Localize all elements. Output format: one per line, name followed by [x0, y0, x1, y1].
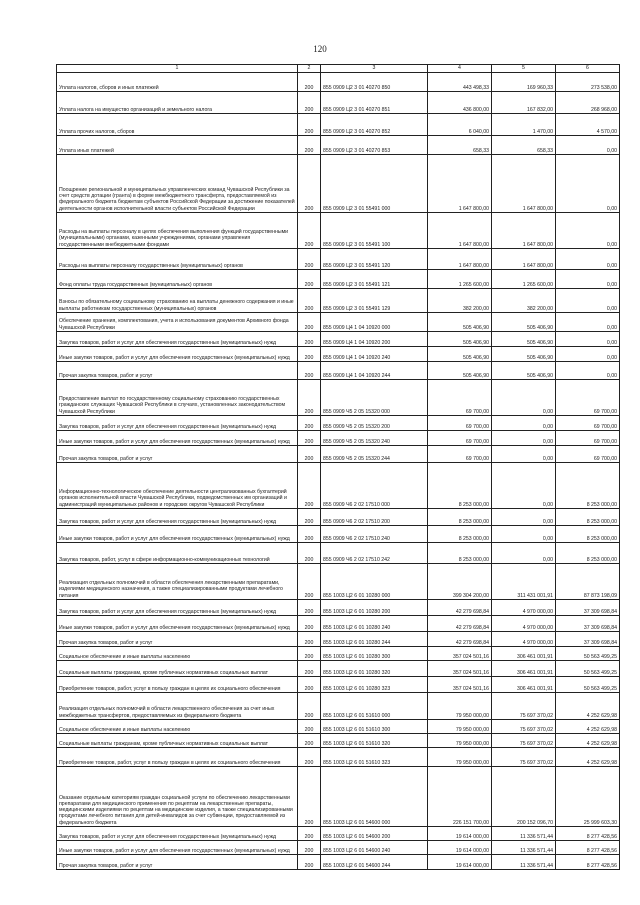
table-row	[57, 720, 620, 734]
line-code-cell: 200	[298, 526, 321, 543]
amount-col5-cell: 4 970 000,00	[492, 600, 556, 616]
line-code-cell: 200	[298, 249, 321, 270]
column-header: 4	[428, 65, 492, 73]
line-code-cell: 200	[298, 661, 321, 677]
amount-col4-cell: 1 647 800,00	[428, 249, 492, 270]
budget-code-cell: 855 0909 Ч5 2 05 15320 000	[321, 380, 428, 416]
column-header: 6	[556, 65, 620, 73]
expense-name-cell: Информационно-технологическое обеспечение деятельности централизованных бухгалтерий органов исполнительной власти Чувашской Республики, подведомственных им организаций и администраций муниципальных районов и городских округов Чувашской Республики	[57, 463, 298, 509]
amount-col6-cell: 268 968,00	[556, 92, 620, 114]
budget-code-cell: 855 1003 Ц2 6 01 10280 244	[321, 632, 428, 647]
table-row	[57, 616, 620, 632]
expense-name-cell: Социальное обеспечение и иные выплаты населению	[57, 720, 298, 734]
line-code-cell: 200	[298, 748, 321, 767]
budget-code-cell: 855 0909 Ц2 3 01 55491 100	[321, 213, 428, 249]
column-header: 2	[298, 65, 321, 73]
amount-col4-cell: 505 406,90	[428, 313, 492, 332]
column-header: 3	[321, 65, 428, 73]
amount-col5-cell: 75 697 370,02	[492, 748, 556, 767]
expense-name-cell: Расходы на выплаты персоналу в целях обеспечения выполнения функций государственными (муниципальными) органами, казенными учреждениями, органами управления государственными внебюджетными фондами	[57, 213, 298, 249]
line-code-cell: 200	[298, 734, 321, 748]
budget-code-cell: 855 1003 Ц2 6 01 54600 200	[321, 827, 428, 841]
budget-code-cell: 855 1003 Ц2 6 01 51610 300	[321, 720, 428, 734]
amount-col5-cell: 0,00	[492, 431, 556, 446]
expense-name-cell: Иные закупки товаров, работ и услуг для обеспечения государственных (муниципальных) нужд	[57, 431, 298, 446]
expense-name-cell: Закупка товаров, работ и услуг для обеспечения государственных (муниципальных) нужд	[57, 827, 298, 841]
amount-col5-cell: 167 832,00	[492, 92, 556, 114]
amount-col4-cell: 8 253 000,00	[428, 463, 492, 509]
table-row	[57, 270, 620, 289]
line-code-cell: 200	[298, 600, 321, 616]
amount-col5-cell: 505 406,90	[492, 332, 556, 347]
budget-code-cell: 855 0909 Ц2 3 01 40270 851	[321, 92, 428, 114]
page-number: 120	[313, 44, 327, 54]
table-row	[57, 647, 620, 661]
table-row	[57, 855, 620, 870]
line-code-cell: 200	[298, 677, 321, 693]
line-code-cell: 200	[298, 767, 321, 827]
amount-col5-cell: 11 336 571,44	[492, 855, 556, 870]
budget-code-cell: 855 1003 Ц2 6 01 10280 300	[321, 647, 428, 661]
expense-name-cell: Социальные выплаты гражданам, кроме публичных нормативных социальных выплат	[57, 734, 298, 748]
line-code-cell: 200	[298, 543, 321, 564]
amount-col6-cell: 69 700,00	[556, 431, 620, 446]
amount-col6-cell: 0,00	[556, 313, 620, 332]
budget-code-cell: 855 0909 Ц4 1 04 10920 244	[321, 362, 428, 380]
budget-code-cell: 855 0909 Ч5 2 05 15320 240	[321, 431, 428, 446]
amount-col4-cell: 1 647 800,00	[428, 213, 492, 249]
budget-code-cell: 855 0909 Ч6 2 02 17510 242	[321, 543, 428, 564]
expense-name-cell: Иные закупки товаров, работ и услуг для обеспечения государственных (муниципальных) нужд	[57, 526, 298, 543]
amount-col5-cell: 11 336 571,44	[492, 827, 556, 841]
amount-col4-cell: 79 950 000,00	[428, 734, 492, 748]
expense-name-cell: Взносы по обязательному социальному страхованию на выплаты денежного содержания и иные выплаты работникам государственных (муниципальных) органов	[57, 289, 298, 313]
expense-name-cell: Прочая закупка товаров, работ и услуг	[57, 362, 298, 380]
table-row	[57, 313, 620, 332]
amount-col4-cell: 8 253 000,00	[428, 543, 492, 564]
table-row	[57, 289, 620, 313]
table-row	[57, 155, 620, 213]
amount-col5-cell: 4 970 000,00	[492, 632, 556, 647]
line-code-cell: 200	[298, 313, 321, 332]
line-code-cell: 200	[298, 446, 321, 463]
amount-col6-cell: 8 253 000,00	[556, 463, 620, 509]
table-row	[57, 332, 620, 347]
amount-col4-cell: 226 151 700,00	[428, 767, 492, 827]
table-row	[57, 632, 620, 647]
amount-col5-cell: 306 461 001,91	[492, 661, 556, 677]
expense-name-cell: Иные закупки товаров, работ и услуг для обеспечения государственных (муниципальных) нужд	[57, 841, 298, 855]
amount-col6-cell: 69 700,00	[556, 380, 620, 416]
amount-col5-cell: 1 470,00	[492, 114, 556, 136]
expense-name-cell: Приобретение товаров, работ, услуг в пользу граждан в целях их социального обеспечения	[57, 748, 298, 767]
amount-col4-cell: 69 700,00	[428, 416, 492, 431]
budget-code-cell: 855 1003 Ц2 6 01 10280 200	[321, 600, 428, 616]
amount-col6-cell: 0,00	[556, 155, 620, 213]
line-code-cell: 200	[298, 114, 321, 136]
amount-col4-cell: 382 200,00	[428, 289, 492, 313]
amount-col4-cell: 79 950 000,00	[428, 693, 492, 720]
amount-col4-cell: 19 614 000,00	[428, 855, 492, 870]
amount-col5-cell: 4 970 000,00	[492, 616, 556, 632]
table-row	[57, 431, 620, 446]
budget-code-cell: 855 0909 Ц2 3 01 55491 121	[321, 270, 428, 289]
amount-col6-cell: 87 873 198,09	[556, 564, 620, 600]
amount-col6-cell: 273 538,00	[556, 73, 620, 92]
amount-col6-cell: 8 277 428,56	[556, 841, 620, 855]
budget-code-cell: 855 1003 Ц2 6 01 51610 000	[321, 693, 428, 720]
expense-name-cell: Иные закупки товаров, работ и услуг для обеспечения государственных (муниципальных) нужд	[57, 616, 298, 632]
amount-col5-cell: 0,00	[492, 509, 556, 526]
amount-col6-cell: 50 563 499,25	[556, 647, 620, 661]
expense-name-cell: Прочая закупка товаров, работ и услуг	[57, 446, 298, 463]
budget-code-cell: 855 1003 Ц2 6 01 54600 244	[321, 855, 428, 870]
amount-col6-cell: 0,00	[556, 289, 620, 313]
line-code-cell: 200	[298, 73, 321, 92]
table-row	[57, 114, 620, 136]
table-row	[57, 748, 620, 767]
amount-col4-cell: 69 700,00	[428, 446, 492, 463]
table-row	[57, 841, 620, 855]
expense-name-cell: Фонд оплаты труда государственных (муниципальных) органов	[57, 270, 298, 289]
amount-col6-cell: 0,00	[556, 213, 620, 249]
expense-name-cell: Предоставление выплат по государственному социальному страхованию государственных гражданских служащих Чувашской Республики в случаях, установленных законодательством Чувашской Республики	[57, 380, 298, 416]
expense-name-cell: Закупка товаров, работ и услуг для обеспечения государственных (муниципальных) нужд	[57, 509, 298, 526]
budget-code-cell: 855 0909 Ц2 3 01 55491 129	[321, 289, 428, 313]
amount-col5-cell: 311 431 001,91	[492, 564, 556, 600]
amount-col4-cell: 69 700,00	[428, 431, 492, 446]
table-row	[57, 564, 620, 600]
amount-col5-cell: 505 406,90	[492, 347, 556, 362]
amount-col6-cell: 69 700,00	[556, 416, 620, 431]
table-row	[57, 446, 620, 463]
amount-col5-cell: 11 336 571,44	[492, 841, 556, 855]
amount-col5-cell: 75 697 370,02	[492, 720, 556, 734]
amount-col4-cell: 357 024 501,16	[428, 677, 492, 693]
table-row	[57, 249, 620, 270]
table-row	[57, 767, 620, 827]
amount-col6-cell: 0,00	[556, 136, 620, 155]
table-row	[57, 463, 620, 509]
line-code-cell: 200	[298, 362, 321, 380]
amount-col6-cell: 0,00	[556, 249, 620, 270]
amount-col6-cell: 37 309 698,84	[556, 616, 620, 632]
expense-name-cell: Закупка товаров, работ и услуг для обеспечения государственных (муниципальных) нужд	[57, 416, 298, 431]
column-header: 5	[492, 65, 556, 73]
line-code-cell: 200	[298, 431, 321, 446]
amount-col5-cell: 75 697 370,02	[492, 734, 556, 748]
budget-code-cell: 855 1003 Ц2 6 01 10280 320	[321, 661, 428, 677]
expense-name-cell: Реализация отдельных полномочий в области лекарственного обеспечения за счет иных межбюджетных трансфертов, предоставляемых из федерального бюджета	[57, 693, 298, 720]
amount-col4-cell: 658,33	[428, 136, 492, 155]
amount-col4-cell: 505 406,90	[428, 362, 492, 380]
table-row	[57, 600, 620, 616]
budget-code-cell: 855 0909 Ч5 2 05 15320 244	[321, 446, 428, 463]
table-row	[57, 213, 620, 249]
expense-name-cell: Реализация отдельных полномочий в области обеспечения лекарственными препаратами, изделиями медицинского назначения, а также специализированными продуктами лечебного питания	[57, 564, 298, 600]
amount-col6-cell: 0,00	[556, 347, 620, 362]
amount-col4-cell: 399 304 200,00	[428, 564, 492, 600]
amount-col6-cell: 0,00	[556, 332, 620, 347]
line-code-cell: 200	[298, 416, 321, 431]
amount-col6-cell: 69 700,00	[556, 446, 620, 463]
budget-code-cell: 855 0909 Ч5 2 05 15320 200	[321, 416, 428, 431]
line-code-cell: 200	[298, 693, 321, 720]
expense-name-cell: Социальное обеспечение и иные выплаты населению	[57, 647, 298, 661]
budget-table	[56, 64, 620, 870]
amount-col4-cell: 1 265 600,00	[428, 270, 492, 289]
expense-name-cell: Обеспечение хранения, комплектования, учета и использования документов Архивного фонда Чувашской Республики	[57, 313, 298, 332]
amount-col6-cell: 8 253 000,00	[556, 509, 620, 526]
table-row	[57, 526, 620, 543]
budget-code-cell: 855 0909 Ч6 2 02 17510 200	[321, 509, 428, 526]
expense-name-cell: Закупка товаров, работ и услуг для обеспечения государственных (муниципальных) нужд	[57, 600, 298, 616]
budget-code-cell: 855 1003 Ц2 6 01 10280 323	[321, 677, 428, 693]
amount-col5-cell: 0,00	[492, 380, 556, 416]
amount-col5-cell: 75 697 370,02	[492, 693, 556, 720]
budget-code-cell: 855 0909 Ц4 1 04 10920 240	[321, 347, 428, 362]
amount-col6-cell: 8 253 000,00	[556, 526, 620, 543]
table-row	[57, 734, 620, 748]
amount-col6-cell: 50 563 499,25	[556, 677, 620, 693]
amount-col5-cell: 1 647 800,00	[492, 213, 556, 249]
amount-col6-cell: 0,00	[556, 362, 620, 380]
budget-code-cell: 855 0909 Ц2 3 01 40270 850	[321, 73, 428, 92]
line-code-cell: 200	[298, 92, 321, 114]
amount-col6-cell: 8 277 428,56	[556, 855, 620, 870]
table-row	[57, 136, 620, 155]
budget-code-cell: 855 1003 Ц2 6 01 54600 240	[321, 841, 428, 855]
expense-name-cell: Уплата налогов, сборов и иных платежей	[57, 73, 298, 92]
amount-col4-cell: 19 614 000,00	[428, 827, 492, 841]
amount-col4-cell: 42 279 698,84	[428, 616, 492, 632]
table-row	[57, 347, 620, 362]
expense-name-cell: Закупка товаров, работ и услуг для обеспечения государственных (муниципальных) нужд	[57, 332, 298, 347]
budget-code-cell: 855 0909 Ц2 3 01 40270 852	[321, 114, 428, 136]
amount-col5-cell: 1 265 600,00	[492, 270, 556, 289]
line-code-cell: 200	[298, 827, 321, 841]
table-row	[57, 380, 620, 416]
amount-col4-cell: 1 647 800,00	[428, 155, 492, 213]
expense-name-cell: Прочая закупка товаров, работ и услуг	[57, 632, 298, 647]
table-row	[57, 677, 620, 693]
budget-code-cell: 855 0909 Ц2 3 01 55491 120	[321, 249, 428, 270]
amount-col5-cell: 0,00	[492, 543, 556, 564]
budget-code-cell: 855 1003 Ц2 6 01 51610 320	[321, 734, 428, 748]
budget-code-cell: 855 1003 Ц2 6 01 51610 323	[321, 748, 428, 767]
amount-col4-cell: 436 800,00	[428, 92, 492, 114]
line-code-cell: 200	[298, 509, 321, 526]
amount-col6-cell: 0,00	[556, 270, 620, 289]
amount-col6-cell: 8 253 000,00	[556, 543, 620, 564]
line-code-cell: 200	[298, 463, 321, 509]
line-code-cell: 200	[298, 155, 321, 213]
amount-col6-cell: 8 277 428,56	[556, 827, 620, 841]
amount-col6-cell: 4 252 629,98	[556, 734, 620, 748]
amount-col5-cell: 0,00	[492, 463, 556, 509]
line-code-cell: 200	[298, 632, 321, 647]
amount-col6-cell: 4 252 629,98	[556, 748, 620, 767]
line-code-cell: 200	[298, 855, 321, 870]
amount-col5-cell: 505 406,90	[492, 313, 556, 332]
line-code-cell: 200	[298, 564, 321, 600]
table-row	[57, 543, 620, 564]
table-body	[57, 73, 620, 870]
amount-col4-cell: 357 024 501,16	[428, 661, 492, 677]
amount-col5-cell: 1 647 800,00	[492, 155, 556, 213]
expense-name-cell: Приобретение товаров, работ, услуг в пользу граждан в целях их социального обеспечения	[57, 677, 298, 693]
amount-col6-cell: 50 563 499,25	[556, 661, 620, 677]
amount-col4-cell: 79 950 000,00	[428, 748, 492, 767]
expense-name-cell: Расходы на выплаты персоналу государственных (муниципальных) органов	[57, 249, 298, 270]
column-header: 1	[57, 65, 298, 73]
budget-code-cell: 855 0909 Ц2 3 01 55491 000	[321, 155, 428, 213]
line-code-cell: 200	[298, 347, 321, 362]
amount-col4-cell: 69 700,00	[428, 380, 492, 416]
amount-col5-cell: 0,00	[492, 446, 556, 463]
amount-col4-cell: 357 024 501,16	[428, 647, 492, 661]
amount-col6-cell: 4 252 629,98	[556, 720, 620, 734]
table-row	[57, 362, 620, 380]
amount-col5-cell: 306 461 001,91	[492, 677, 556, 693]
table-row	[57, 73, 620, 92]
table-row	[57, 509, 620, 526]
table-row	[57, 661, 620, 677]
amount-col4-cell: 79 950 000,00	[428, 720, 492, 734]
table-row	[57, 416, 620, 431]
budget-code-cell: 855 0909 Ч6 2 02 17510 240	[321, 526, 428, 543]
table-row	[57, 693, 620, 720]
expense-name-cell: Поощрение региональной и муниципальных управленческих команд Чувашской Республики за счет средств дотации (гранта) в форме межбюджетного трансферта, предоставляемой из федерального бюджета бюджетам субъектов Российской Федерации за достижение показателей деятельности органов исполнительной власти субъектов Российской Федерации	[57, 155, 298, 213]
expense-name-cell: Иные закупки товаров, работ и услуг для обеспечения государственных (муниципальных) нужд	[57, 347, 298, 362]
amount-col6-cell: 37 309 698,84	[556, 632, 620, 647]
line-code-cell: 200	[298, 289, 321, 313]
amount-col6-cell: 4 252 629,98	[556, 693, 620, 720]
line-code-cell: 200	[298, 616, 321, 632]
expense-name-cell: Оказание отдельным категориям граждан социальной услуги по обеспечению лекарственными препаратами для медицинского применения по рецептам на лекарственные препараты, медицинскими изделиями по рецептам на медицинские изделия, а также специализированными продуктами лечебного питания для детей-инвалидов за счет субвенции, предоставляемой из федерального бюджета	[57, 767, 298, 827]
amount-col4-cell: 19 614 000,00	[428, 841, 492, 855]
line-code-cell: 200	[298, 720, 321, 734]
amount-col5-cell: 306 461 001,91	[492, 647, 556, 661]
amount-col6-cell: 25 999 603,30	[556, 767, 620, 827]
amount-col5-cell: 1 647 800,00	[492, 249, 556, 270]
line-code-cell: 200	[298, 136, 321, 155]
amount-col5-cell: 505 406,90	[492, 362, 556, 380]
table-row	[57, 827, 620, 841]
budget-code-cell: 855 0909 Ц4 1 04 10920 200	[321, 332, 428, 347]
expense-name-cell: Закупка товаров, работ, услуг в сфере информационно-коммуникационных технологий	[57, 543, 298, 564]
budget-code-cell: 855 0909 Ц4 1 04 10920 000	[321, 313, 428, 332]
line-code-cell: 200	[298, 380, 321, 416]
amount-col4-cell: 8 253 000,00	[428, 509, 492, 526]
amount-col6-cell: 37 309 698,84	[556, 600, 620, 616]
expense-name-cell: Уплата налога на имущество организаций и земельного налога	[57, 92, 298, 114]
budget-code-cell: 855 1003 Ц2 6 01 10280 240	[321, 616, 428, 632]
amount-col5-cell: 0,00	[492, 416, 556, 431]
line-code-cell: 200	[298, 332, 321, 347]
line-code-cell: 200	[298, 647, 321, 661]
expense-name-cell: Уплата иных платежей	[57, 136, 298, 155]
budget-code-cell: 855 1003 Ц2 6 01 10280 000	[321, 564, 428, 600]
amount-col4-cell: 42 279 698,84	[428, 632, 492, 647]
amount-col4-cell: 505 406,90	[428, 347, 492, 362]
amount-col5-cell: 0,00	[492, 526, 556, 543]
expense-name-cell: Прочая закупка товаров, работ и услуг	[57, 855, 298, 870]
budget-code-cell: 855 0909 Ч6 2 02 17510 000	[321, 463, 428, 509]
line-code-cell: 200	[298, 270, 321, 289]
expense-name-cell: Уплата прочих налогов, сборов	[57, 114, 298, 136]
budget-code-cell: 855 1003 Ц2 6 01 54600 000	[321, 767, 428, 827]
table-header-row	[57, 65, 620, 73]
table-row	[57, 92, 620, 114]
amount-col4-cell: 505 406,90	[428, 332, 492, 347]
amount-col4-cell: 443 498,33	[428, 73, 492, 92]
amount-col5-cell: 200 152 096,70	[492, 767, 556, 827]
amount-col4-cell: 42 279 698,84	[428, 600, 492, 616]
amount-col6-cell: 4 570,00	[556, 114, 620, 136]
line-code-cell: 200	[298, 213, 321, 249]
budget-code-cell: 855 0909 Ц2 3 01 40270 853	[321, 136, 428, 155]
amount-col4-cell: 6 040,00	[428, 114, 492, 136]
line-code-cell: 200	[298, 841, 321, 855]
amount-col5-cell: 382 200,00	[492, 289, 556, 313]
amount-col4-cell: 8 253 000,00	[428, 526, 492, 543]
amount-col5-cell: 169 960,33	[492, 73, 556, 92]
amount-col5-cell: 658,33	[492, 136, 556, 155]
expense-name-cell: Социальные выплаты гражданам, кроме публичных нормативных социальных выплат	[57, 661, 298, 677]
